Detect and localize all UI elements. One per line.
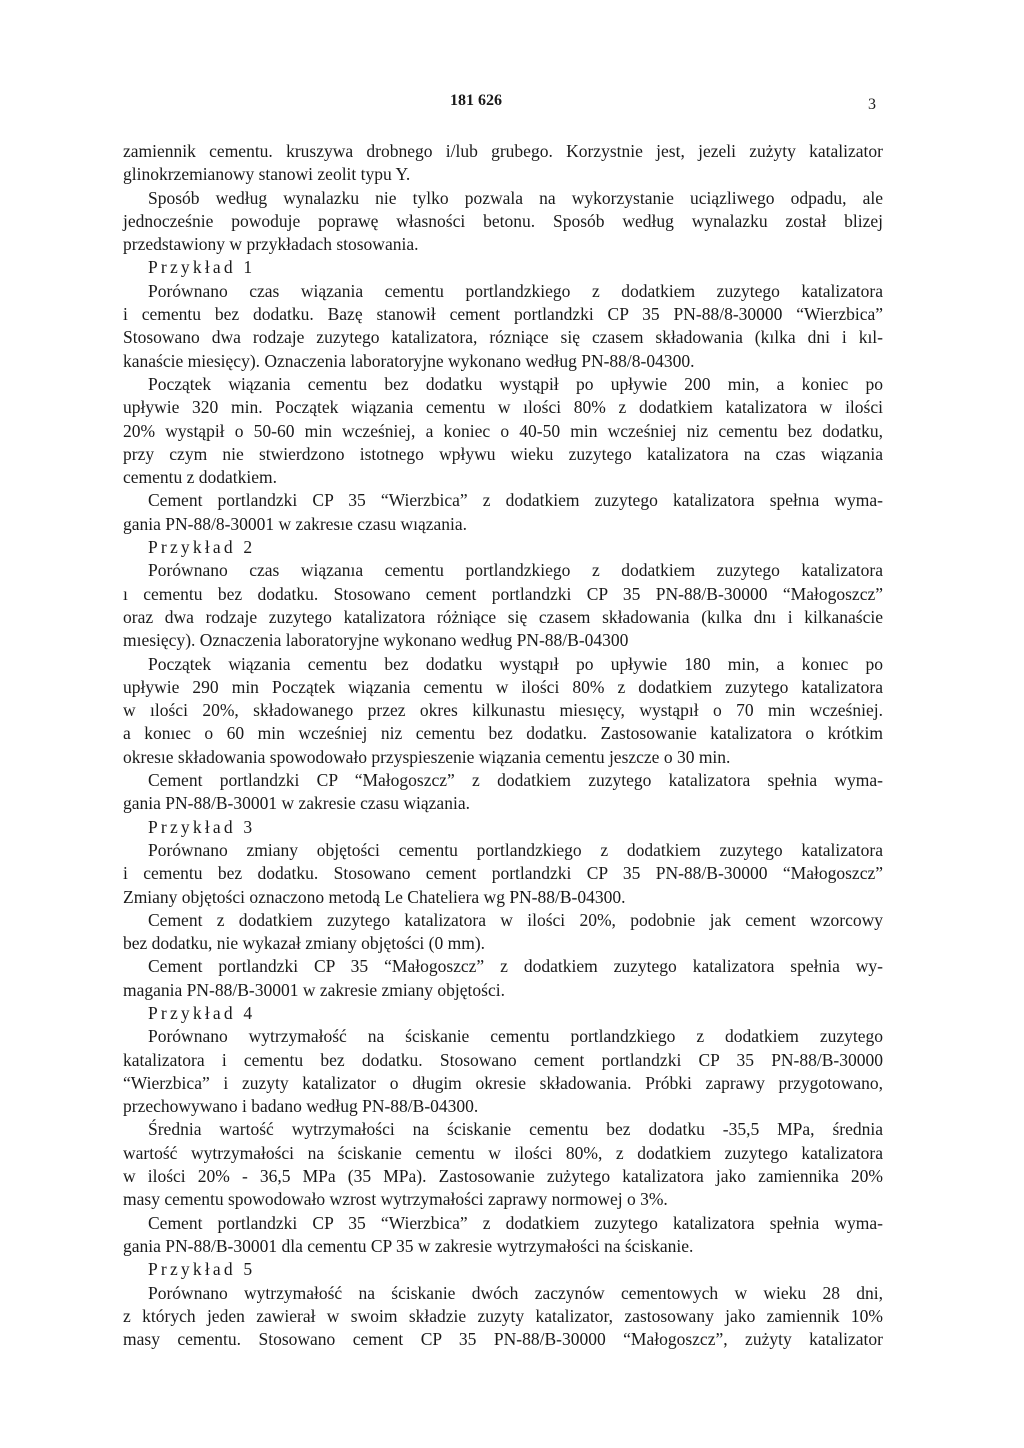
text-line: i cementu bez dodatku. Stosowano cement portlandzki CP 35 PN-88/B-30000 “Małogoszcz” — [123, 863, 883, 884]
text-line: mıesięcy). Oznaczenia laboratoryjne wykonano według PN-88/B-04300 — [123, 630, 629, 651]
text-line: przedstawiony w przykładach stosowania. — [123, 234, 419, 255]
body-text — [123, 140, 883, 1351]
text-line: Sposób według wynalazku nie tylko pozwala na wykorzystanie uciązliwego odpadu, ale — [148, 187, 883, 208]
text-line: katalizatora i cementu bez dodatku. Stosowano cement portlandzki CP 35 PN-88/B-30000 — [123, 1049, 883, 1070]
text-line: z których jeden zawierał w swoim składzie zuzyty katalizator, zastosowany jako zamiennik 10% — [123, 1305, 883, 1326]
text-line: okresıe składowania spowodowało przyspieszenie wiązania cementu jeszcze o 30 min. — [123, 746, 731, 767]
text-line: 20% wystąpił o 50-60 min wcześniej, a koniec o 40-50 min wcześniej niz cementu bez dodatku, — [123, 420, 883, 441]
text-line: Zmiany objętości oznaczono metodą Le Chateliera wg PN-88/B-04300. — [123, 886, 626, 907]
text-line: Cement portlandzki CP 35 “Wierzbica” z dodatkiem zuzytego katalizatora spełnıa wyma- — [148, 490, 883, 511]
text-line: gania PN-88/B-30001 dla cementu CP 35 w zakresie wytrzymałości na ściskanie. — [123, 1235, 694, 1256]
text-line: gania PN-88/B-30001 w zakresie czasu wiązania. — [123, 793, 470, 814]
text-line: zamiennik cementu. kruszywa drobnego i/lub grubego. Korzystnie jest, jezeli zużyty katalizator — [123, 141, 883, 161]
text-line: ı cementu bez dodatku. Stosowano cement portlandzki CP 35 PN-88/B-30000 “Małogoszcz” — [123, 583, 883, 604]
text-line: masy cementu spowodowało wzrost wytrzymałości zaprawy normowej o 3%. — [123, 1189, 668, 1210]
page-header — [0, 92, 1024, 116]
example-heading: Przykład 1 — [148, 257, 256, 278]
text-line: upływie 320 min. Początek wiązania cementu w ılości 80% z dodatkiem katalizatora w ilości — [123, 397, 883, 418]
text-line: “Wierzbica” i zuzyty katalizator o długim okresie składowania. Próbki zaprawy przygotowano, — [123, 1072, 883, 1093]
text-line: bez dodatku, nie wykazał zmiany objętości (0 mm). — [123, 933, 486, 954]
page-number: 3 — [868, 96, 876, 113]
text-line: Początek wiązania cementu bez dodatku wystąpił po upływie 200 min, a koniec po — [148, 373, 883, 394]
text-line: Porównano czas wiązania cementu portlandzkiego z dodatkiem zuzytego katalizatora — [148, 280, 883, 301]
text-line: Cement portlandzki CP “Małogoszcz” z dodatkiem zuzytego katalizatora spełnia wyma- — [148, 770, 883, 791]
example-heading: Przykład 2 — [148, 537, 256, 558]
example-heading: Przykład 4 — [148, 1002, 256, 1023]
text-line: Porównano czas wiązanıa cementu portlandzkiego z dodatkiem zuzytego katalizatora — [148, 560, 883, 581]
text-line: magania PN-88/B-30001 w zakresie zmiany objętości. — [123, 979, 505, 1000]
text-line: Cement z dodatkiem zuzytego katalizatora w ilości 20%, podobnie jak cement wzorcowy — [148, 909, 883, 930]
patent-number: 181 626 — [450, 92, 502, 109]
text-line: glinokrzemianowy stanowi zeolit typu Y. — [123, 164, 411, 185]
text-line: Stosowano dwa rodzaje zuzytego katalizatora, rózniące się czasem składowania (kılka dni i kıl- — [123, 327, 883, 348]
text-line: cementu z dodatkiem. — [123, 467, 278, 488]
text-line: masy cementu. Stosowano cement CP 35 PN-88/B-30000 “Małogoszcz”, zużyty katalizator — [123, 1329, 883, 1350]
text-line: upływie 290 min Początek wiązania cementu w ilości 80% z dodatkiem zuzytego katalizatora — [123, 676, 883, 697]
text-line: Porównano wytrzymałość na ściskanie cementu portlandzkiego z dodatkiem zuzytego — [148, 1026, 883, 1047]
text-line: Początek wiązania cementu bez dodatku wystąpıł po upływie 180 min, a konıec po — [148, 653, 883, 674]
example-heading: Przykład 3 — [148, 816, 256, 837]
text-line: Cement portlandzki CP 35 “Wierzbica” z dodatkiem zuzytego katalizatora spełnia wyma- — [148, 1212, 883, 1233]
example-heading: Przykład 5 — [148, 1259, 256, 1280]
text-line: Średnia wartość wytrzymałości na ściskanie cementu bez dodatku -35,5 MPa, średnia — [148, 1119, 883, 1140]
text-line: oraz dwa rodzaje zuzytego katalizatora różniące się czasem składowania (kılka dnı i kilkanaście — [123, 606, 883, 627]
text-line: Porównano zmiany objętości cementu portlandzkiego z dodatkiem zuzytego katalizatora — [148, 839, 883, 860]
text-line: wartość wytrzymałości na ściskanie cementu w ilości 80%, z dodatkiem zuzytego katalizatora — [123, 1142, 883, 1163]
text-line: a konıec o 60 min wcześniej niz cementu bez dodatku. Zastosowanie katalizatora o krótkim — [123, 723, 883, 744]
text-line: w ilości 20% - 36,5 MPa (35 MPa). Zastosowanie zużytego katalizatora jako zamiennika 20% — [123, 1166, 883, 1187]
text-line: przy czym nie stwierdzono istotnego wpływu wieku zuzytego katalizatora na czas wiązania — [123, 443, 883, 464]
text-line: w ılości 20%, składowanego przez okres kilkunastu miesıęcy, wystąpıł o 70 min wcześniej. — [123, 700, 883, 721]
text-line: jednocześnie powoduje poprawę własności betonu. Sposób według wynalazku został blizej — [123, 210, 883, 231]
text-line: gania PN-88/8-30001 w zakresıe czasu wıązania. — [123, 513, 468, 534]
text-line: Cement portlandzki CP 35 “Małogoszcz” z dodatkiem zuzytego katalizatora spełnia wy- — [148, 956, 883, 977]
text-line: Porównano wytrzymałość na ściskanie dwóch zaczynów cementowych w wieku 28 dni, — [148, 1282, 883, 1303]
text-line: kanaście miesięcy). Oznaczenia laboratoryjne wykonano według PN-88/8-04300. — [123, 350, 695, 371]
text-line: przechowywano i badano według PN-88/B-04300. — [123, 1096, 479, 1117]
text-line: i cementu bez dodatku. Bazę stanowił cement portlandzki CP 35 PN-88/8-30000 “Wierzbica” — [123, 304, 883, 325]
